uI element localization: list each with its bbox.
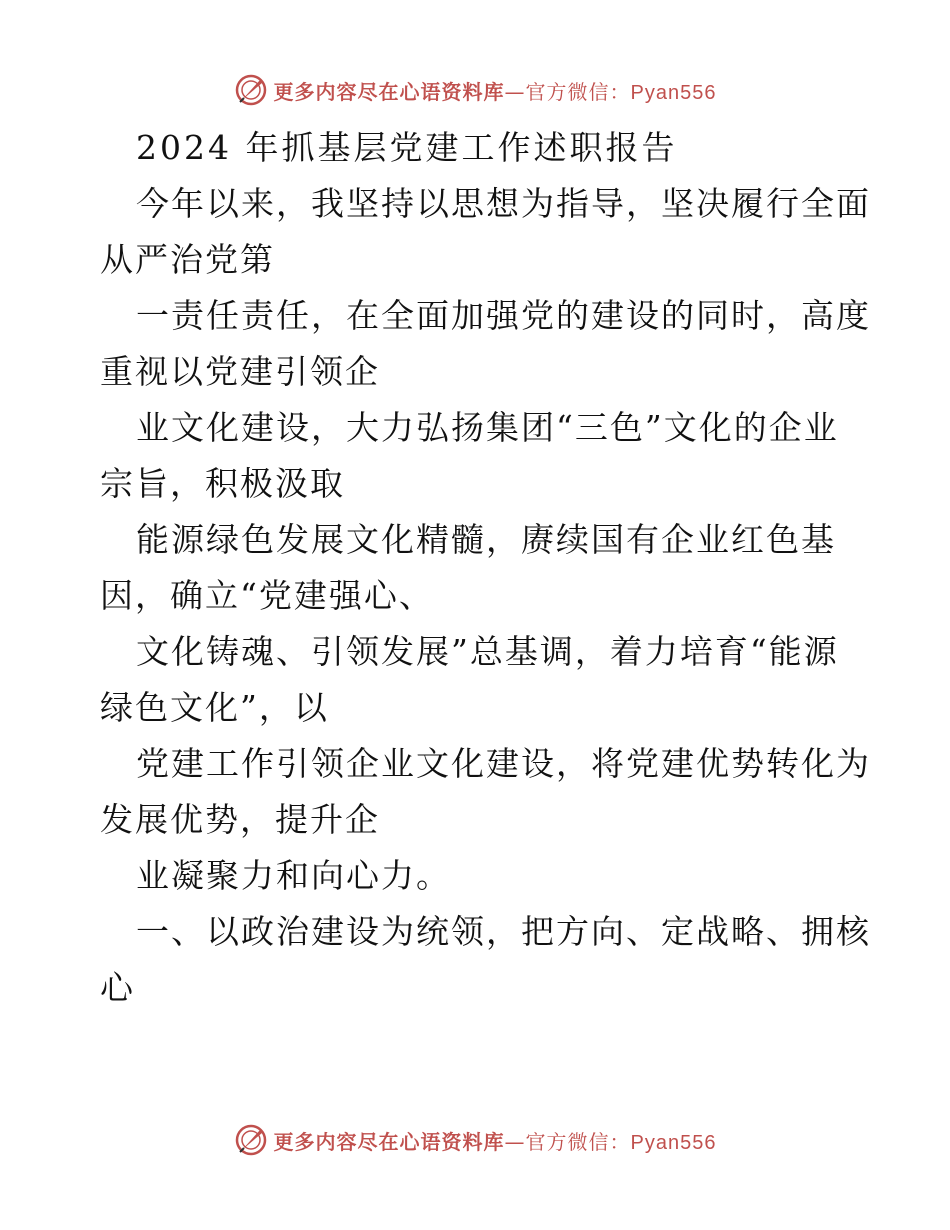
- paragraph-line: 今年以来，我坚持以思想为指导，坚决履行全面: [136, 184, 871, 223]
- document-title: 2024 年抓基层党建工作述职报告: [136, 128, 678, 167]
- watermark-wechat-id: Pyan556: [630, 81, 717, 104]
- quill-pen-logo-icon: [234, 1123, 268, 1157]
- watermark-dash: —: [504, 79, 526, 104]
- section-heading-line: 一、以政治建设为统领，把方向、定战略、拥核: [136, 912, 871, 951]
- header-watermark-banner: [0, 70, 950, 110]
- watermark-text: [274, 1126, 717, 1155]
- paragraph-line: 因，确立“党建强心、: [100, 576, 434, 615]
- paragraph-line: 重视以党建引领企: [100, 352, 380, 391]
- watermark-dash: —: [504, 1129, 526, 1154]
- paragraph-line: 绿色文化”，以: [100, 688, 329, 727]
- watermark-wechat-label: 官方微信：: [525, 79, 631, 104]
- paragraph-line: 能源绿色发展文化精髓，赓续国有企业红色基: [136, 520, 836, 559]
- watermark-wechat-label: 官方微信：: [525, 1129, 631, 1154]
- paragraph-line: 一责任责任，在全面加强党的建设的同时，高度: [136, 296, 871, 335]
- paragraph-line: 从严治党第: [100, 240, 275, 279]
- watermark-wechat-id: Pyan556: [630, 1131, 717, 1154]
- footer-watermark-banner: [0, 1120, 950, 1160]
- watermark-text: [274, 76, 717, 105]
- paragraph-line: 业文化建设，大力弘扬集团“三色”文化的企业: [136, 408, 839, 447]
- quill-pen-logo-icon: [234, 73, 268, 107]
- watermark-site-name: 更多内容尽在心语资料库: [273, 1129, 505, 1154]
- paragraph-line: 文化铸魂、引领发展”总基调，着力培育“能源: [136, 632, 839, 671]
- watermark-site-name: 更多内容尽在心语资料库: [273, 79, 505, 104]
- paragraph-line: 发展优势，提升企: [100, 800, 380, 839]
- paragraph-line: 业凝聚力和向心力。: [136, 856, 451, 895]
- paragraph-line: 党建工作引领企业文化建设，将党建优势转化为: [136, 744, 871, 783]
- paragraph-line: 宗旨，积极汲取: [100, 464, 345, 503]
- section-heading-line: 心: [100, 968, 135, 1007]
- document-body: [100, 120, 871, 1016]
